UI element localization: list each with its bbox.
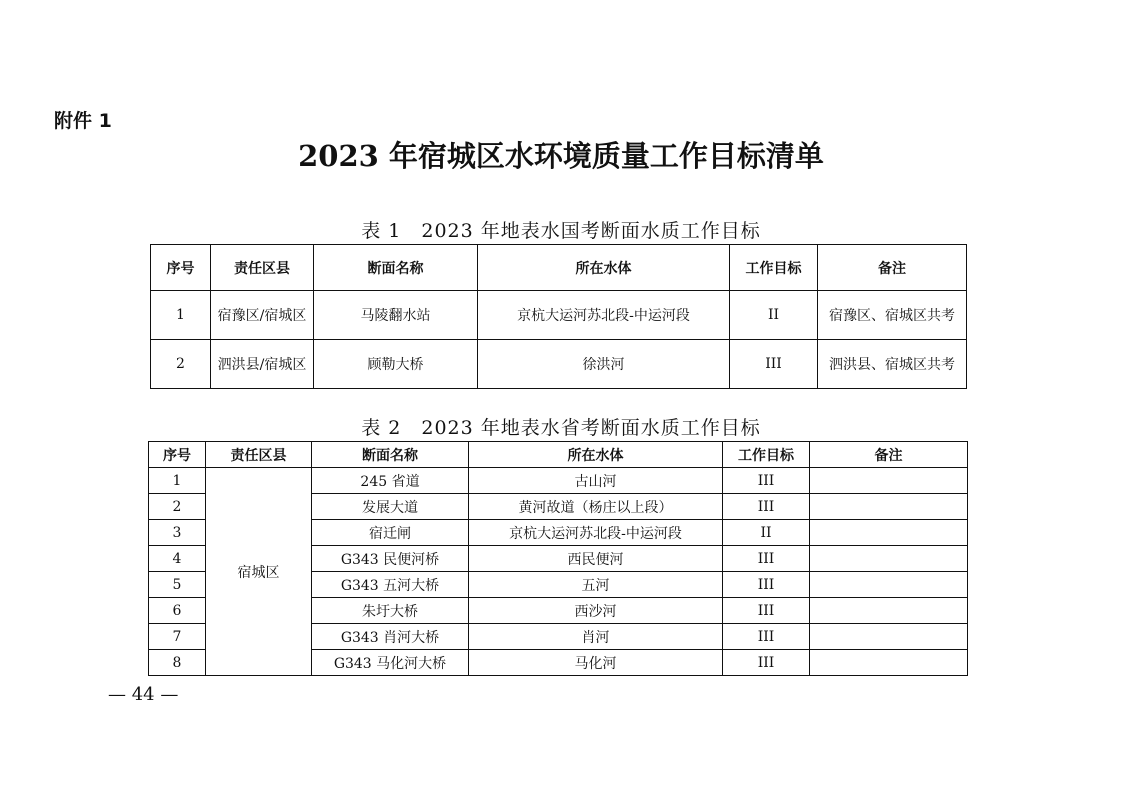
- table-cell: 顾勒大桥: [314, 340, 478, 389]
- table-cell: 245 省道: [312, 468, 469, 494]
- table-header-row: [149, 442, 968, 468]
- table2-caption: 表 2 2023 年地表水省考断面水质工作目标: [361, 417, 761, 439]
- table-cell: 朱圩大桥: [312, 598, 469, 624]
- table-cell: 西沙河: [469, 598, 723, 624]
- table-cell: III: [723, 572, 810, 598]
- table-cell: 泗洪县、宿城区共考: [818, 340, 967, 389]
- national-sections-table: [150, 244, 967, 389]
- table-cell: 2: [151, 340, 211, 389]
- table-cell: III: [730, 340, 818, 389]
- table-cell: III: [723, 650, 810, 676]
- table-cell: 泗洪县/宿城区: [211, 340, 314, 389]
- table-cell: 8: [149, 650, 206, 676]
- table-cell: 2: [149, 494, 206, 520]
- table-cell: II: [723, 520, 810, 546]
- table-cell: 1: [151, 291, 211, 340]
- table-cell: 马陵翻水站: [314, 291, 478, 340]
- table-cell: 3: [149, 520, 206, 546]
- page-number: — 44 —: [108, 684, 179, 705]
- table-cell: [810, 468, 968, 494]
- table-cell: G343 民便河桥: [312, 546, 469, 572]
- table-cell: 4: [149, 546, 206, 572]
- table-cell: 5: [149, 572, 206, 598]
- header-cell: 序号: [151, 245, 211, 291]
- header-cell: 所在水体: [478, 245, 730, 291]
- header-cell: 工作目标: [723, 442, 810, 468]
- attachment-label: 附件 1: [54, 110, 112, 132]
- table-cell: 7: [149, 624, 206, 650]
- table-cell: 西民便河: [469, 546, 723, 572]
- table-cell: III: [723, 546, 810, 572]
- table-cell: [810, 624, 968, 650]
- table-cell: 徐洪河: [478, 340, 730, 389]
- table-cell: [810, 546, 968, 572]
- header-cell: 责任区县: [206, 442, 312, 468]
- table-cell: 宿迁闸: [312, 520, 469, 546]
- header-cell: 责任区县: [211, 245, 314, 291]
- table-cell: 京杭大运河苏北段-中运河段: [469, 520, 723, 546]
- table-cell: [810, 650, 968, 676]
- table-cell: 6: [149, 598, 206, 624]
- table1-caption: 表 1 2023 年地表水国考断面水质工作目标: [361, 220, 761, 242]
- table-cell: [810, 598, 968, 624]
- table-cell: 五河: [469, 572, 723, 598]
- table-row: [149, 468, 968, 494]
- table-cell: [810, 572, 968, 598]
- table-cell: 肖河: [469, 624, 723, 650]
- table-cell: [810, 520, 968, 546]
- table-row: [151, 340, 967, 389]
- header-cell: 断面名称: [314, 245, 478, 291]
- table-cell: 京杭大运河苏北段-中运河段: [478, 291, 730, 340]
- table-cell: G343 马化河大桥: [312, 650, 469, 676]
- table-cell: 古山河: [469, 468, 723, 494]
- header-cell: 工作目标: [730, 245, 818, 291]
- document-title: 2023 年宿城区水环境质量工作目标清单: [298, 139, 824, 173]
- table-cell: III: [723, 468, 810, 494]
- table-cell: 马化河: [469, 650, 723, 676]
- header-cell: 所在水体: [469, 442, 723, 468]
- table-cell: II: [730, 291, 818, 340]
- header-cell: 备注: [818, 245, 967, 291]
- table-cell: III: [723, 598, 810, 624]
- table-header-row: [151, 245, 967, 291]
- provincial-sections-table: [148, 441, 968, 676]
- table-cell: 宿豫区、宿城区共考: [818, 291, 967, 340]
- table-cell: 黄河故道（杨庄以上段）: [469, 494, 723, 520]
- header-cell: 备注: [810, 442, 968, 468]
- table-cell: III: [723, 494, 810, 520]
- district-cell: 宿城区: [206, 468, 312, 676]
- table-cell: [810, 494, 968, 520]
- header-cell: 断面名称: [312, 442, 469, 468]
- header-cell: 序号: [149, 442, 206, 468]
- table-cell: G343 肖河大桥: [312, 624, 469, 650]
- table-cell: III: [723, 624, 810, 650]
- table-row: [151, 291, 967, 340]
- table-cell: G343 五河大桥: [312, 572, 469, 598]
- table-cell: 发展大道: [312, 494, 469, 520]
- table-cell: 1: [149, 468, 206, 494]
- table-cell: 宿豫区/宿城区: [211, 291, 314, 340]
